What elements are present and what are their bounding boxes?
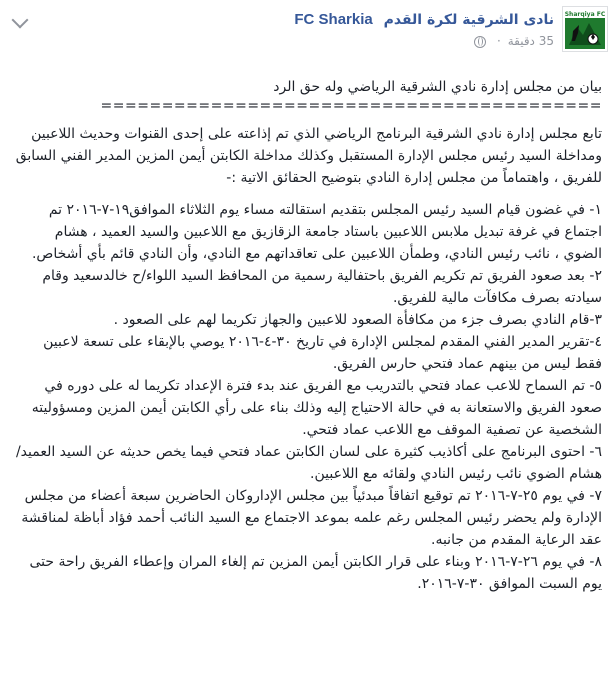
chevron-down-icon[interactable] bbox=[12, 12, 29, 29]
post-body bbox=[12, 76, 602, 595]
globe-icon[interactable] bbox=[474, 36, 486, 48]
page-name-arabic[interactable]: نادى الشرقية لكرة القدم bbox=[383, 12, 554, 28]
avatar-text: Sharqiya FC bbox=[564, 11, 606, 18]
post-divider: ========================================= bbox=[100, 98, 602, 114]
post-point: ٣-قام النادي بصرف جزء من مكافأة الصعود للاعبين والجهاز تكريما لهم على الصعود . bbox=[113, 312, 602, 328]
post-point: ٧- في يوم ٢٥-٧-٢٠١٦ تم توقيع اتفاقاً مبدئياً بين مجلس الإداروكان الحاضرين سبعة أعضاء من مجلس الإدارة ولم يحضر رئيس المجلس رغم علمه بموعد الاجتماع مع السيد النائب أحمد فؤاد أباظة لمناقشة عقد الرعاية المقدم من جانبه. bbox=[21, 488, 602, 548]
meta-separator: · bbox=[497, 34, 501, 48]
post-point: ٦- احتوى البرنامج على أكاذيب كثيرة على لسان الكابتن عماد فتحي فيما يخص حديثه عن السيد العميد/هشام الضوي نائب رئيس النادي ولقائه مع اللاعبين. bbox=[15, 444, 602, 482]
post-title: بيان من مجلس إدارة نادي الشرقية الرياضي وله حق الرد bbox=[273, 79, 602, 95]
post-header bbox=[0, 0, 616, 72]
post-timestamp[interactable]: 35 دقيقة bbox=[507, 34, 554, 48]
post-intro: تابع مجلس إدارة نادي الشرقية البرنامج الرياضي الذي تم إذاعته على إحدى القنوات وحديث اللاعبين ومداخلة السيد رئيس مجلس الإدارة المستقبل وكذلك مداخلة الكابتن أيمن المزين المدير الفني السابق للفريق ، واهتماماً من مجلس إدارة النادي بتوضيح الحقائق الاتية :- bbox=[15, 126, 602, 186]
club-logo-icon bbox=[563, 7, 607, 51]
post-point: ١- في غضون قيام السيد رئيس المجلس بتقديم استقالته مساء يوم الثلاثاء الموافق١٩-٧-٢٠١٦ تم اجتماع في غرفة تبديل ملابس اللاعبين باستاد جامعة الزقازيق مع اللاعبين والسيد العميد ، هشام الضوي ، نائب رئيس النادي، وطمأن اللاعبين على تعاقداتهم مع النادي، وأن النادي قائم بأي أشخاص. bbox=[31, 202, 602, 262]
post-point: ٢- بعد صعود الفريق تم تكريم الفريق باحتفالية رسمية من المحافظ السيد اللواء/ح خالدسعيد وقام سيادته بصرف مكافآت مالية للفريق. bbox=[42, 268, 602, 306]
page-name[interactable] bbox=[294, 11, 554, 28]
post-meta bbox=[474, 34, 554, 48]
page-avatar[interactable] bbox=[562, 6, 608, 52]
post-point: ٤-تقرير المدير الفني المقدم لمجلس الإدارة في تاريخ ٣٠-٤-٢٠١٦ يوصي بالإبقاء على تسعة لاعبين فقط ليس من بينهم عماد فتحي حارس الفريق. bbox=[43, 334, 602, 372]
post-point: ٥- تم السماح للاعب عماد فتحي بالتدريب مع الفريق عند بدء فترة الإعداد تكريما له على دوره في صعود الفريق والاستعانة به في حالة الاحتياج إليه وذلك بناء على رأي الكابتن أيمن المزين ومسؤوليته الشخصية عن تصفية الموقف مع اللاعب عماد فتحي. bbox=[31, 378, 602, 438]
page-name-english[interactable]: FC Sharkia bbox=[294, 11, 373, 28]
post-point: ٨- في يوم ٢٦-٧-٢٠١٦ وبناء على قرار الكابتن أيمن المزين تم إلغاء المران وإعطاء الفريق راحة حتى يوم السبت الموافق ٣٠-٧-٢٠١٦. bbox=[29, 554, 602, 592]
